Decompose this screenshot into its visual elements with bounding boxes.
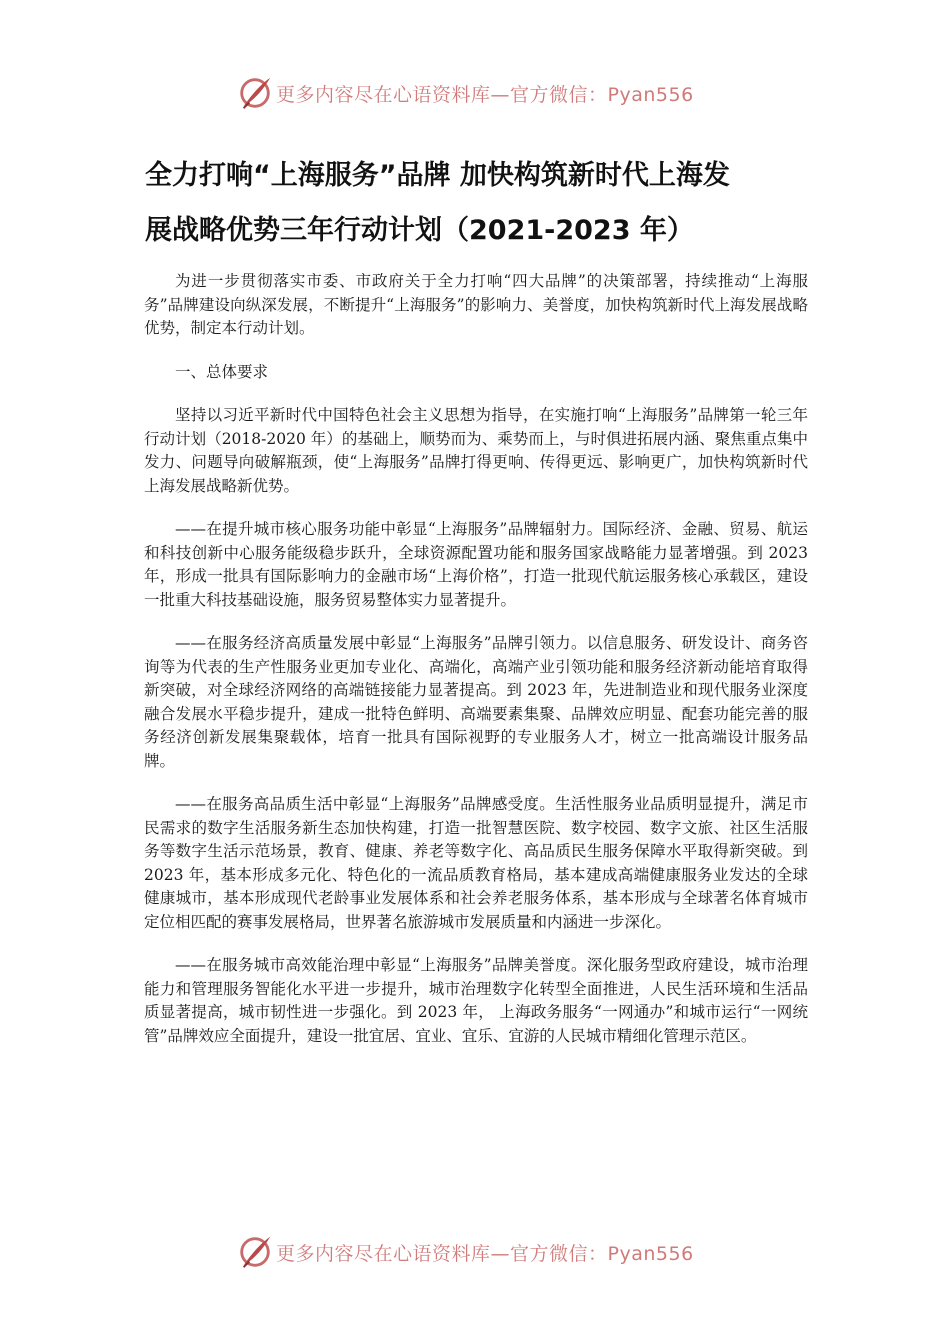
body-paragraph: ——在提升城市核心服务功能中彰显“上海服务”品牌辐射力。国际经济、金融、贸易、航运和科技创新中心服务能级稳步跃升，全球资源配置功能和服务国家战略能力显著增强。到 2023 年，形成一批具有国际影响力的金融市场“上海价格”，打造一批现代航运服务核心承载区，建设一批重大科技基础设施，服务贸易整体实力显著提升。 xyxy=(144,520,808,609)
section-heading: 一、总体要求 xyxy=(175,362,269,381)
document-body xyxy=(144,270,808,1068)
watermark-text: 更多内容尽在心语资料库—官方微信：Pyan556 xyxy=(276,1242,694,1265)
watermark-text: 更多内容尽在心语资料库—官方微信：Pyan556 xyxy=(276,83,694,106)
body-paragraph: ——在服务城市高效能治理中彰显“上海服务”品牌美誉度。深化服务型政府建设，城市治理能力和管理服务智能化水平进一步提升，城市治理数字化转型全面推进，人民生活环境和生活品质显著提高，城市韧性进一步强化。到 2023 年， 上海政务服务“一网通办”和城市运行“一网统管”品牌效应全面提升，建设一批宜居、宜业、宜乐、宜游的人民城市精细化管理示范区。 xyxy=(144,956,808,1045)
watermark-header xyxy=(236,73,694,113)
title-line-1: 全力打响“上海服务”品牌 加快构筑新时代上海发 xyxy=(145,160,730,191)
body-paragraph: ——在服务高品质生活中彰显“上海服务”品牌感受度。生活性服务业品质明显提升，满足市民需求的数字生活服务新生态加快构建，打造一批智慧医院、数字校园、数字文旅、社区生活服务等数字生活示范场景，教育、健康、养老等数字化、高品质民生服务保障水平取得新突破。到 2023 年，基本形成多元化、特色化的一流品质教育格局，基本建成高端健康服务业发达的全球健康城市，基本形成现代老龄事业发展体系和社会养老服务体系，基本形成与全球著名体育城市定位相匹配的赛事发展格局，世界著名旅游城市发展质量和内涵进一步深化。 xyxy=(144,795,808,931)
title-line-2: 展战略优势三年行动计划（2021-2023 年） xyxy=(145,215,694,246)
document-title xyxy=(145,148,825,258)
body-paragraph: 坚持以习近平新时代中国特色社会主义思想为指导，在实施打响“上海服务”品牌第一轮三年行动计划（2018-2020 年）的基础上，顺势而为、乘势而上，与时俱进拓展内涵、聚焦重点集中发力、问题导向破解瓶颈，使“上海服务”品牌打得更响、传得更远、影响更广，加快构筑新时代上海发展战略新优势。 xyxy=(144,406,808,495)
quill-logo-icon xyxy=(236,1233,274,1271)
intro-paragraph: 为进一步贯彻落实市委、市政府关于全力打响“四大品牌”的决策部署，持续推动“上海服务”品牌建设向纵深发展，不断提升“上海服务”的影响力、美誉度，加快构筑新时代上海发展战略优势，制定本行动计划。 xyxy=(144,272,808,337)
quill-logo-icon xyxy=(236,74,274,112)
body-paragraph: ——在服务经济高质量发展中彰显“上海服务”品牌引领力。以信息服务、研发设计、商务咨询等为代表的生产性服务业更加专业化、高端化，高端产业引领功能和服务经济新动能培育取得新突破，对全球经济网络的高端链接能力显著提高。到 2023 年，先进制造业和现代服务业深度融合发展水平稳步提升，建成一批特色鲜明、高端要素集聚、品牌效应明显、配套功能完善的服务经济创新发展集聚载体，培育一批具有国际视野的专业服务人才，树立一批高端设计服务品牌。 xyxy=(144,634,808,770)
watermark-footer xyxy=(236,1232,694,1272)
